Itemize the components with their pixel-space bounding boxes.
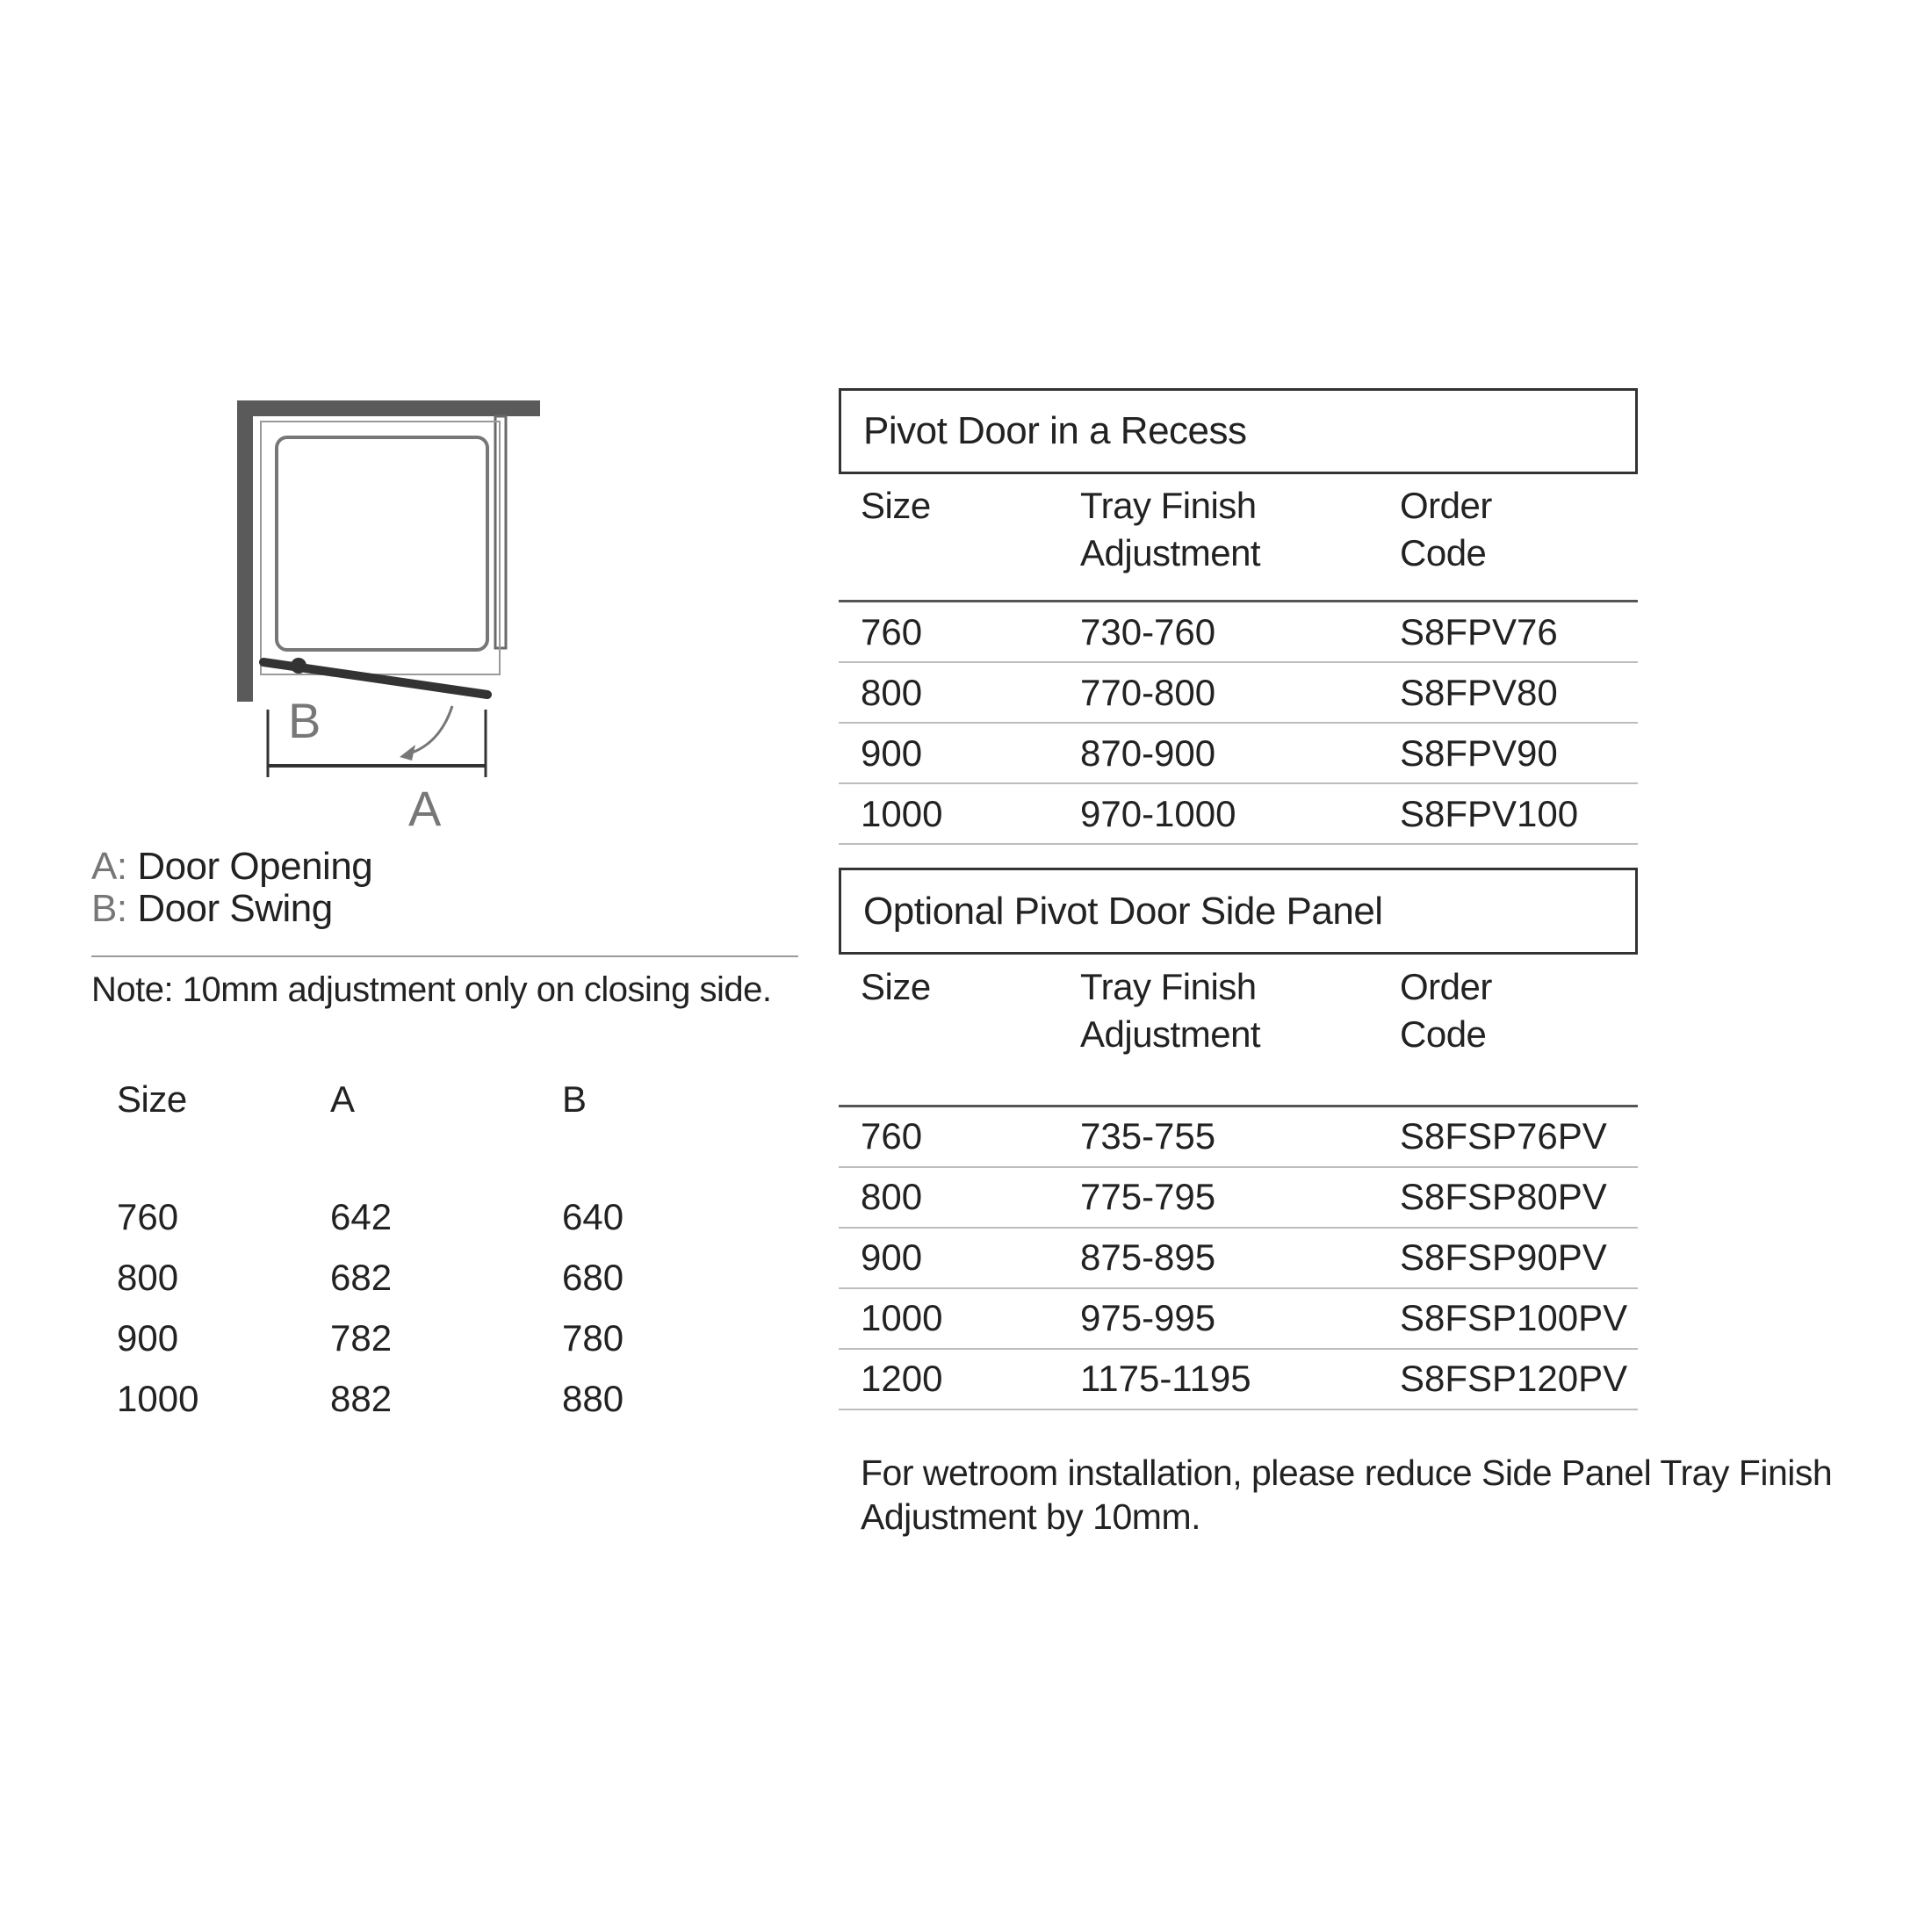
- side-panel-row-rule: [839, 1287, 1638, 1289]
- door-swing-diagram: [224, 395, 558, 843]
- recess-header-rule: [839, 600, 1638, 602]
- side-panel-row-3-tray: 875-895: [1080, 1236, 1216, 1278]
- swing-header-b: B: [562, 1078, 587, 1120]
- side-panel-row-4-code: S8FSP100PV: [1400, 1297, 1628, 1338]
- side-panel-row-rule: [839, 1166, 1638, 1168]
- side-panel-row-2-code: S8FSP80PV: [1400, 1176, 1607, 1217]
- shower-tray: [261, 422, 500, 674]
- side-panel-row-1-code: S8FSP76PV: [1400, 1115, 1607, 1157]
- swing-arrow: [404, 706, 452, 755]
- side-panel-row-5-tray: 1175-1195: [1080, 1358, 1251, 1399]
- legend-b: [91, 887, 333, 931]
- pivot-point: [291, 658, 306, 674]
- side-panel-row-rule: [839, 1409, 1638, 1410]
- legend-a: [91, 845, 372, 889]
- legend-divider: [91, 955, 798, 957]
- swing-row-3-size: 900: [117, 1317, 179, 1359]
- recess-row-2-code: S8FPV80: [1400, 672, 1558, 713]
- side-panel-row-4-tray: 975-995: [1080, 1297, 1216, 1338]
- recess-row-1-size: 760: [861, 611, 923, 652]
- recess-row-3-code: S8FPV90: [1400, 732, 1558, 774]
- recess-row-4-size: 1000: [861, 793, 943, 834]
- side-panel-table-title: Optional Pivot Door Side Panel: [839, 868, 1638, 955]
- legend-b-text: Door Swing: [137, 887, 333, 930]
- swing-row-3-a: 782: [330, 1317, 393, 1359]
- swing-row-2-a: 682: [330, 1257, 393, 1298]
- side-panel-header-size: Size: [861, 966, 931, 1007]
- swing-row-3-b: 780: [562, 1317, 624, 1359]
- recess-row-3-size: 900: [861, 732, 923, 774]
- swing-row-4-b: 880: [562, 1378, 624, 1419]
- recess-row-rule: [839, 661, 1638, 663]
- legend-a-text: Door Opening: [137, 845, 373, 888]
- left-wall: [237, 400, 253, 702]
- swing-row-2-size: 800: [117, 1257, 179, 1298]
- side-panel-row-4-size: 1000: [861, 1297, 943, 1338]
- swing-row-2-b: 680: [562, 1257, 624, 1298]
- side-panel-row-1-tray: 735-755: [1080, 1115, 1216, 1157]
- swing-row-1-size: 760: [117, 1196, 179, 1237]
- label-b: B: [288, 693, 321, 748]
- side-panel-row-5-size: 1200: [861, 1358, 943, 1399]
- swing-row-1-a: 642: [330, 1196, 393, 1237]
- recess-row-2-tray: 770-800: [1080, 672, 1216, 713]
- side-panel-row-3-code: S8FSP90PV: [1400, 1236, 1607, 1278]
- side-panel-row-rule: [839, 1227, 1638, 1229]
- side-panel-row-2-size: 800: [861, 1176, 923, 1217]
- recess-header-size: Size: [861, 485, 931, 526]
- swing-arrowhead-icon: [400, 745, 415, 761]
- wetroom-footnote: For wetroom installation, please reduce Side Panel Tray Finish Adjustment by 10mm.: [861, 1453, 1833, 1537]
- recess-row-rule: [839, 782, 1638, 784]
- recess-row-4-tray: 970-1000: [1080, 793, 1236, 834]
- side-panel-row-2-tray: 775-795: [1080, 1176, 1216, 1217]
- side-panel-header-rule: [839, 1105, 1638, 1107]
- recess-table-title: Pivot Door in a Recess: [839, 388, 1638, 474]
- label-a: A: [408, 781, 442, 836]
- side-panel-row-rule: [839, 1348, 1638, 1350]
- recess-row-rule: [839, 722, 1638, 724]
- side-panel-header-order-2: Code: [1400, 1013, 1487, 1055]
- swing-header-size: Size: [117, 1078, 187, 1120]
- side-panel-row-5-code: S8FSP120PV: [1400, 1358, 1628, 1399]
- side-panel-header-order-1: Order: [1400, 966, 1492, 1007]
- recess-header-order-2: Code: [1400, 532, 1487, 573]
- recess-row-rule: [839, 843, 1638, 845]
- swing-row-4-size: 1000: [117, 1378, 199, 1419]
- adjustment-note: Note: 10mm adjustment only on closing side.: [91, 970, 772, 1009]
- side-panel-header-tray-2: Adjustment: [1080, 1013, 1261, 1055]
- recess-row-1-code: S8FPV76: [1400, 611, 1558, 652]
- recess-header-order-1: Order: [1400, 485, 1492, 526]
- legend-b-key: B:: [91, 887, 127, 930]
- recess-row-4-code: S8FPV100: [1400, 793, 1579, 834]
- swing-row-4-a: 882: [330, 1378, 393, 1419]
- recess-row-3-tray: 870-900: [1080, 732, 1216, 774]
- swing-row-1-b: 640: [562, 1196, 624, 1237]
- side-panel-header-tray-1: Tray Finish: [1080, 966, 1257, 1007]
- side-panel-row-3-size: 900: [861, 1236, 923, 1278]
- recess-header-tray-2: Adjustment: [1080, 532, 1261, 573]
- side-panel-row-1-size: 760: [861, 1115, 923, 1157]
- recess-header-tray-1: Tray Finish: [1080, 485, 1257, 526]
- recess-row-1-tray: 730-760: [1080, 611, 1216, 652]
- top-wall: [237, 400, 540, 416]
- legend-a-key: A:: [91, 845, 127, 888]
- tray-inner: [277, 437, 487, 650]
- recess-row-2-size: 800: [861, 672, 923, 713]
- swing-header-a: A: [330, 1078, 355, 1120]
